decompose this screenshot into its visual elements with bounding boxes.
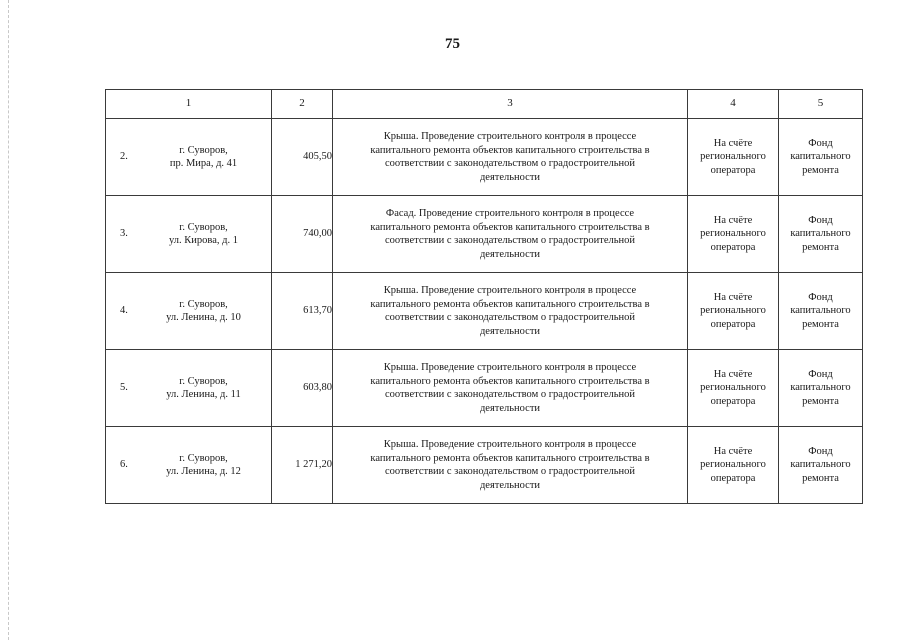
address-cell [106, 273, 272, 350]
work-line: деятельности [479, 248, 541, 260]
table-row [106, 350, 863, 427]
source-line: регионального [700, 382, 766, 394]
table-row [106, 273, 863, 350]
source-line: регионального [700, 459, 766, 471]
address-street: ул. Ленина, д. 12 [166, 466, 241, 477]
work-description-cell [333, 273, 688, 350]
address [148, 452, 271, 479]
work-line: Крыша. Проведение строительного контроля в процессе [383, 285, 637, 296]
page-number: 75 [445, 36, 460, 52]
sum-cell: 405,50 [272, 119, 333, 196]
fund-line: Фонд [808, 214, 833, 226]
fund-line: Фонд [808, 368, 833, 380]
table-row [106, 427, 863, 504]
work-line: соответствии с законодательством о градостроительной [384, 235, 636, 246]
work-line: деятельности [479, 479, 541, 491]
row-number: 6. [120, 459, 128, 471]
fund-line: Фонд [808, 137, 833, 149]
fund-line: ремонта [802, 472, 839, 484]
work-line: капитального ремонта объектов капитального строительства в [370, 144, 650, 156]
scan-margin-line [8, 0, 10, 640]
work-line: Крыша. Проведение строительного контроля в процессе [383, 131, 637, 142]
address-street: ул. Ленина, д. 11 [166, 389, 241, 400]
fund-line: Фонд [808, 445, 833, 457]
address-city: г. Суворов, [179, 375, 228, 387]
work-line: капитального ремонта объектов капитального строительства в [370, 452, 650, 464]
address-city: г. Суворов, [179, 144, 228, 156]
fund-cell [779, 427, 863, 504]
work-line: капитального ремонта объектов капитального строительства в [370, 375, 650, 387]
fund-line: капитального [790, 305, 851, 317]
header-col-1: 1 [106, 90, 272, 119]
source-line: оператора [710, 164, 756, 176]
work-description-cell [333, 196, 688, 273]
fund-cell [779, 350, 863, 427]
work-line: Крыша. Проведение строительного контроля в процессе [383, 439, 637, 450]
address-cell [106, 427, 272, 504]
address-city: г. Суворов, [179, 298, 228, 310]
work-line: соответствии с законодательством о градостроительной [384, 158, 636, 169]
address-city: г. Суворов, [179, 452, 228, 464]
source-cell [688, 273, 779, 350]
header-col-2: 2 [272, 90, 333, 119]
address-street: ул. Ленина, д. 10 [166, 312, 241, 323]
row-number: 5. [120, 382, 128, 394]
header-col-5: 5 [779, 90, 863, 119]
source-line: регионального [700, 305, 766, 317]
source-line: оператора [710, 395, 756, 407]
work-line: капитального ремонта объектов капитального строительства в [370, 221, 650, 233]
works-table [105, 89, 863, 504]
address-city: г. Суворов, [179, 221, 228, 233]
fund-line: ремонта [802, 318, 839, 330]
sum-cell: 1 271,20 [272, 427, 333, 504]
fund-line: Фонд [808, 291, 833, 303]
work-line: Крыша. Проведение строительного контроля в процессе [383, 362, 637, 373]
sum-cell: 740,00 [272, 196, 333, 273]
source-cell [688, 350, 779, 427]
work-description-cell [333, 427, 688, 504]
work-line: соответствии с законодательством о градостроительной [384, 466, 636, 477]
table-row [106, 196, 863, 273]
work-line: деятельности [479, 171, 541, 183]
source-cell [688, 196, 779, 273]
address [148, 144, 271, 171]
address-street: пр. Мира, д. 41 [169, 158, 238, 169]
work-line: капитального ремонта объектов капитального строительства в [370, 298, 650, 310]
source-cell [688, 119, 779, 196]
sum-cell: 603,80 [272, 350, 333, 427]
header-col-3: 3 [333, 90, 688, 119]
fund-line: капитального [790, 228, 851, 240]
fund-line: капитального [790, 382, 851, 394]
row-number: 3. [120, 228, 128, 240]
source-line: регионального [700, 228, 766, 240]
fund-cell [779, 119, 863, 196]
source-line: оператора [710, 241, 756, 253]
source-line: На счёте [713, 368, 753, 380]
fund-line: ремонта [802, 395, 839, 407]
fund-cell [779, 196, 863, 273]
work-line: соответствии с законодательством о градостроительной [384, 389, 636, 400]
address-cell [106, 350, 272, 427]
table-row [106, 119, 863, 196]
fund-line: ремонта [802, 241, 839, 253]
header-col-4: 4 [688, 90, 779, 119]
work-description-cell [333, 350, 688, 427]
source-line: На счёте [713, 291, 753, 303]
work-line: соответствии с законодательством о градостроительной [384, 312, 636, 323]
address-cell [106, 196, 272, 273]
fund-cell [779, 273, 863, 350]
row-number: 4. [120, 305, 128, 317]
source-line: На счёте [713, 214, 753, 226]
work-description-cell [333, 119, 688, 196]
source-line: регионального [700, 151, 766, 163]
fund-line: капитального [790, 459, 851, 471]
source-line: оператора [710, 472, 756, 484]
sum-cell: 613,70 [272, 273, 333, 350]
table-header-row [106, 90, 863, 119]
fund-line: капитального [790, 151, 851, 163]
source-line: На счёте [713, 445, 753, 457]
source-line: оператора [710, 318, 756, 330]
address-street: ул. Кирова, д. 1 [169, 235, 238, 246]
work-line: деятельности [479, 325, 541, 337]
address-cell [106, 119, 272, 196]
address [148, 298, 271, 325]
row-number: 2. [120, 151, 128, 163]
work-line: деятельности [479, 402, 541, 414]
address [148, 375, 271, 402]
source-cell [688, 427, 779, 504]
source-line: На счёте [713, 137, 753, 149]
address [148, 221, 271, 248]
work-line: Фасад. Проведение строительного контроля в процессе [385, 208, 635, 219]
fund-line: ремонта [802, 164, 839, 176]
